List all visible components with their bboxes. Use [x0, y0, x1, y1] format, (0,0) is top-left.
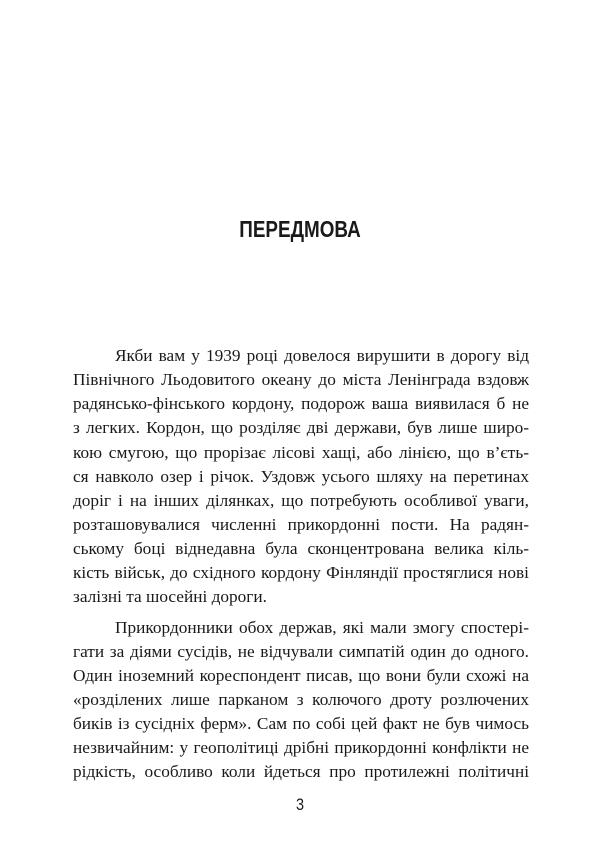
page-number: 3	[295, 795, 305, 814]
text-line: ському боці віднедавна була сконцентрована велика кіль-	[73, 539, 529, 559]
text-line: кою смугою, що прорізає лісові хащі, або лінією, що в’єть-	[73, 442, 529, 462]
text-line: розташовувалися численні прикордонні пости. На радян-	[73, 514, 529, 534]
text-line: Якби вам у 1939 році довелося вирушити в дорогу від	[115, 346, 529, 365]
text-line: з легких. Кордон, що розділяє дві держави, був лише широ-	[73, 418, 529, 438]
text-line: ся навколо озер і річок. Уздовж усього шляху на перетинах	[73, 466, 529, 486]
paragraph-2	[73, 616, 529, 785]
text-line: биків із сусідніх ферм». Сам по собі цей факт не був чимось	[73, 714, 529, 734]
text-line: радянсько-фінського кордону, подорож ваша виявилася б не	[73, 394, 529, 414]
text-line: Північного Льодовитого океану до міста Ленінграда вздовж	[73, 370, 529, 390]
text-line: залізні та шосейні дороги.	[73, 587, 267, 607]
text-line: Прикордонники обох держав, які мали змогу спостері-	[115, 617, 529, 637]
paragraph-1	[73, 344, 529, 610]
text-line: «розділених лише парканом з колючого дроту розлючених	[73, 689, 529, 709]
text-line: доріг і на інших ділянках, що потребують особливої уваги,	[73, 490, 529, 510]
text-line: рідкість, особливо коли йдеться про протилежні політичні	[73, 762, 529, 782]
chapter-title: ПЕРЕДМОВА	[239, 216, 361, 242]
text-line: Один іноземний кореспондент писав, що вони були схожі на	[73, 665, 529, 685]
text-line: гати за діями сусідів, не відчували симпатій один до одного.	[73, 641, 529, 661]
body-text	[73, 344, 529, 785]
text-line: кість військ, до східного кордону Фінляндії простяглися нові	[73, 563, 529, 583]
text-line: незвичайним: у геополітиці дрібні прикордонні конфлікти не	[73, 738, 529, 758]
